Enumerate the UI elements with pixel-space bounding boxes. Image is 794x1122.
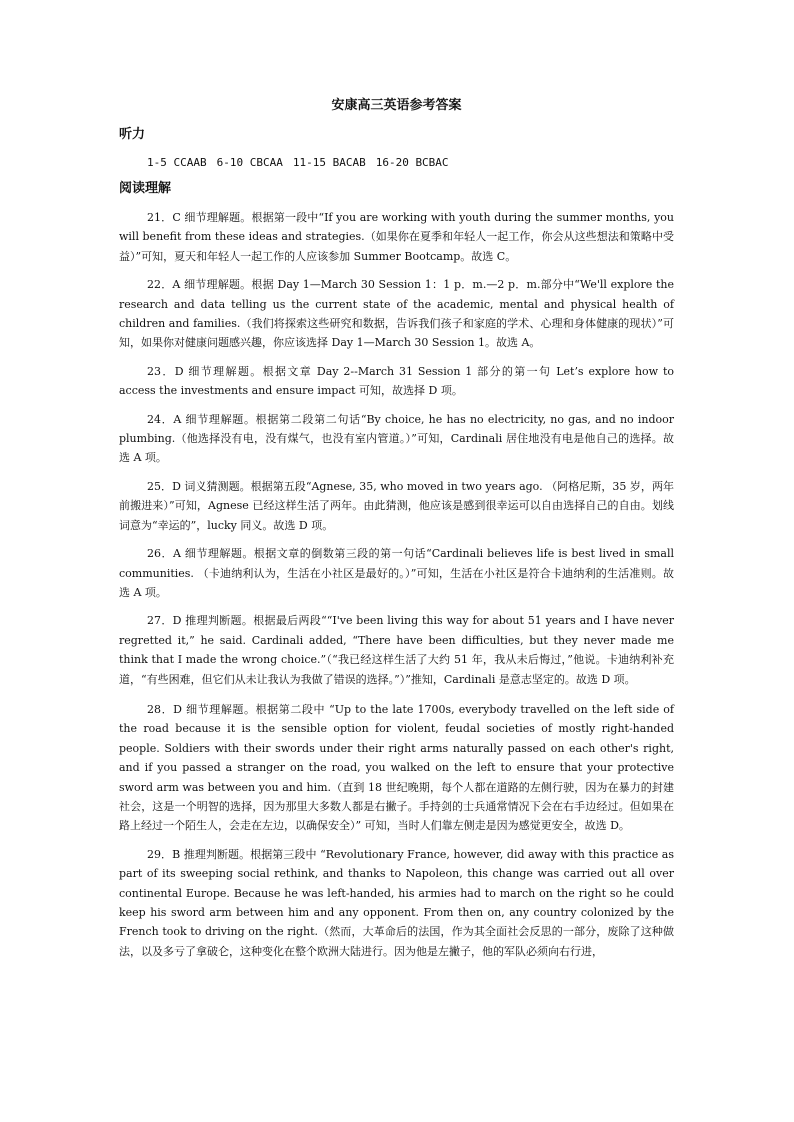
answer-explanation-25: 25．D 词义猜测题。根据第五段“Agnese, 35, who moved in two years ago. （阿格尼斯，35 岁，两年前搬进来）”可知，Agnese 已经这样生活了两年。由此猜测，他应该是感到很幸运可以自由选择自己的自由。划线词意为“幸运的”，lucky 同义。故选 D 项。	[119, 479, 674, 532]
answer-explanation-27: 27．D 推理判断题。根据最后两段““I've been living this way for about 51 years and I have never regretted it,” he said. Cardinali added, “There have been difficulties, but they never made me think that I made the wrong choice.”（“我已经这样生活了大约 51 年，我从未后悔过，”他说。卡迪纳利补充道，“有些困难，但它们从未让我认为我做了错误的选择。”）”推知，Cardinali 是意志坚定的。故选 D 项。	[119, 614, 674, 686]
answer-explanation-26: 26．A 细节理解题。根据文章的倒数第三段的第一句话“Cardinali believes life is best lived in small communities. （卡迪纳利认为，生活在小社区是最好的。）”可知，生活在小社区是符合卡迪纳利的生活准则。故选 A 项。	[119, 547, 674, 599]
answer-explanation-21: 21．C 细节理解题。根据第一段中“If you are working with youth during the summer months, you will benefit from these ideas and strategies.（如果你在夏季和年轻人一起工作，你会从这些想法和策略中受益）”可知，夏天和年轻人一起工作的人应该参加 Summer Bootcamp。故选 C。	[119, 211, 674, 263]
listening-answers	[119, 154, 674, 172]
answer-explanation-23: 23．D 细节理解题。根据文章 Day 2--March 31 Session 1 部分的第一句 Let’s explore how to access the investments and ensure impact 可知，故选择 D 项。	[119, 364, 674, 398]
answer-explanation-24: 24．A 细节理解题。根据第二段第二句话“By choice, he has no electricity, no gas, and no indoor plumbing.（他选择没有电，没有煤气，也没有室内管道。）”可知，Cardinali 居住地没有电是他自己的选择。故选 A 项。	[119, 412, 674, 465]
answer-explanation-29: 29．B 推理判断题。根据第三段中 “Revolutionary France, however, did away with this practice as part of its sweeping social rethink, and thanks to Napoleon, this change was carried out all over continental Europe. Because he was left-handed, his armies had to march on the right so he could keep his sword arm between him and any opponent. From then on, any country colonized by the French took to driving on the right.（然而，大革命后的法国，作为其全面社会反思的一部分，废除了这种做法，以及多亏了拿破仑，这种变化在整个欧洲大陆进行。因为他是左撇子，他的军队必须向右行进，	[119, 847, 674, 958]
answer-group: 6-10 CBCAA	[216, 156, 283, 169]
document-title: 安康高三英语参考答案	[331, 98, 462, 113]
listening-heading: 听力	[119, 127, 146, 142]
answer-explanation-22: 22．A 细节理解题。根据 Day 1—March 30 Session 1：1 p．m.—2 p．m.部分中“We'll explore the research and data telling us the current state of the academic, mental and physical health of children and families.（我们将探索这些研究和数据，告诉我们孩子和家庭的学术、心理和身体健康的现状）”可知，如果你对健康问题感兴趣，你应该选择 Day 1—March 30 Session 1。故选 A。	[119, 278, 674, 350]
answer-group: 16-20 BCBAC	[375, 156, 449, 169]
answer-explanation-28: 28．D 细节理解题。根据第二段中 “Up to the late 1700s, everybody travelled on the left side of the road because it is the sensible option for violent, feudal societies of mostly right-handed people. Soldiers with their swords under their right arms naturally passed on each other's right, and if you passed a stranger on the road, you walked on the left to ensure that your protective sword arm was between you and him.（直到 18 世纪晚期，每个人都在道路的左侧行驶，因为在暴力的封建社会，这是一个明智的选择，因为那里大多数人都是右撇子。手持剑的士兵通常情况下会在右手边经过。但如果在路上经过一个陌生人，会走在左边，以确保安全）” 可知，当时人们靠左侧走是因为感觉更安全，故选 D。	[119, 702, 674, 833]
reading-heading: 阅读理解	[119, 181, 172, 196]
answer-group: 1-5 CCAAB	[147, 156, 207, 169]
answer-group: 11-15 BACAB	[292, 156, 366, 169]
